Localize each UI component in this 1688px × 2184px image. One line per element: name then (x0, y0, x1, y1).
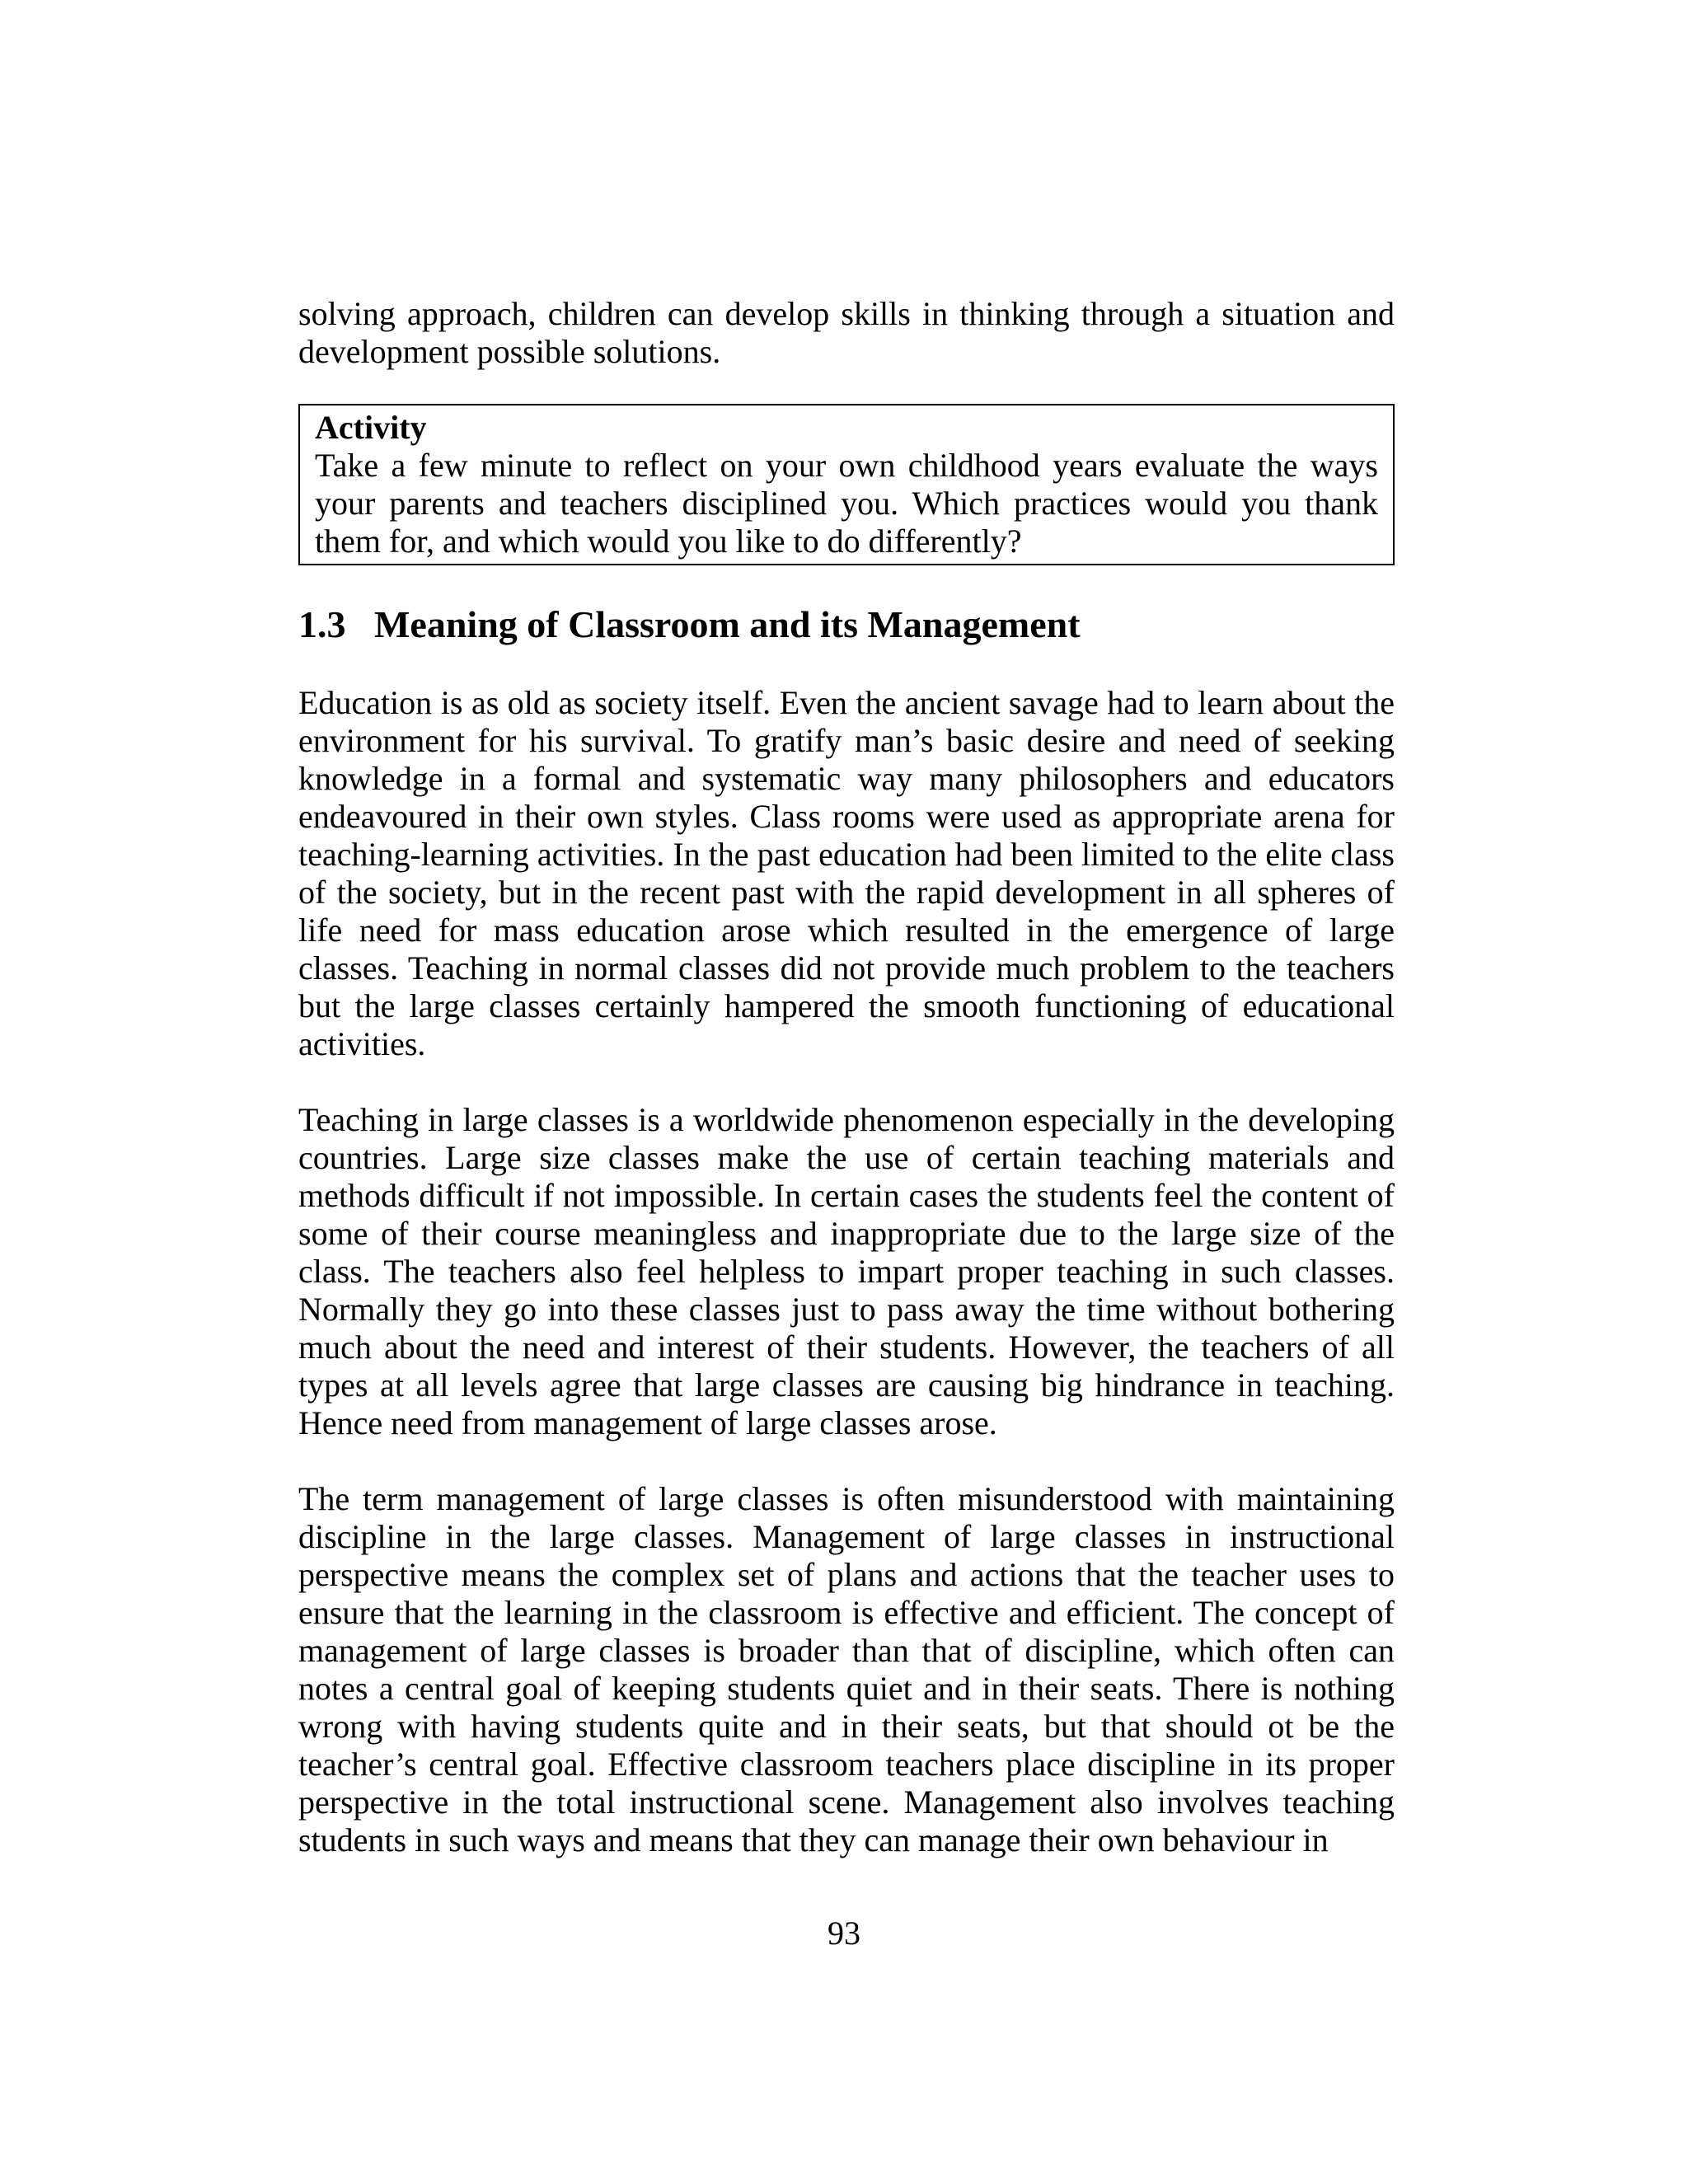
paragraph-large-classes: Teaching in large classes is a worldwide phenomenon especially in the developing countries. Large size classes make the use of certain teaching materials and methods difficult if not impossible. In certain cases the students feel the content of some of their course meaningless and inappropriate due to the large size of the class. The teachers also feel helpless to impart proper teaching in such classes. Normally they go into these classes just to pass away the time without bothering much about the need and interest of their students. However, the teachers of all types at all levels agree that large classes are causing big hindrance in teaching. Hence need from management of large classes arose. (298, 1101, 1395, 1441)
activity-box (298, 404, 1395, 565)
activity-title: Activity (315, 409, 427, 446)
activity-text: Take a few minute to reflect on your own childhood years evaluate the ways your parents and teachers disciplined you. Which practices would you thank them for, and which would you like to do differently? (315, 447, 1378, 560)
section-title: Meaning of Classroom and its Management (374, 603, 1081, 645)
paragraph-education: Education is as old as society itself. Even the ancient savage had to learn about the environment for his survival. To gratify man’s basic desire and need of seeking knowledge in a formal and systematic way many philosophers and educators endeavoured in their own styles. Class rooms were used as appropriate arena for teaching-learning activities. In the past education had been limited to the elite class of the society, but in the recent past with the rapid development in all spheres of life need for mass education arose which resulted in the emergence of large classes. Teaching in normal classes did not provide much problem to the teachers but the large classes certainly hampered the smooth functioning of educational activities. (298, 684, 1395, 1062)
intro-paragraph: solving approach, children can develop skills in thinking through a situation and development possible solutions. (298, 295, 1395, 370)
page-number: 93 (828, 1915, 860, 1952)
section-number: 1.3 (298, 603, 346, 645)
page-content (298, 295, 1395, 1859)
section-heading (298, 602, 1395, 648)
paragraph-management-term: The term management of large classes is often misunderstood with maintaining discipline in the large classes. Management of large classes in instructional perspective means the complex set of plans and actions that the teacher uses to ensure that the learning in the classroom is effective and efficient. The concept of management of large classes is broader than that of discipline, which often can notes a central goal of keeping students quiet and in their seats. There is nothing wrong with having students quite and in their seats, but that should ot be the teacher’s central goal. Effective classroom teachers place discipline in its proper perspective in the total instructional scene. Management also involves teaching students in such ways and means that they can manage their own behaviour in (298, 1480, 1395, 1858)
